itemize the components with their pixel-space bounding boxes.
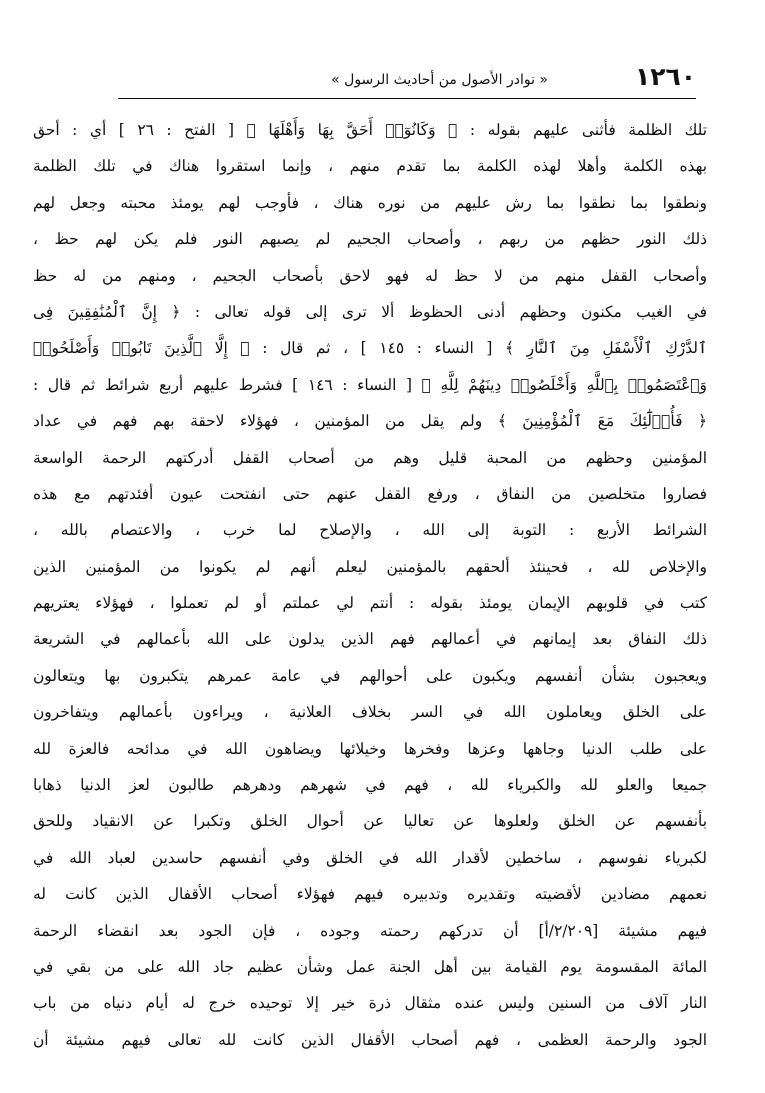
text-line: المؤمنين وحظهم من المحبة قليل وهم من أصحاب القفل أدركتهم الرحمة الواسعة (33, 448, 707, 467)
text-line: على الخلق ويعاملون الله في السر بخلاف العلانية ، ويراءون بأعمالهم ويتفاخرون (33, 703, 707, 722)
text-line: فيهم مشيئة [٢/٢٠٩/أ] أن تدركهم رحمته وجوده ، فإن الجود بعد انقضاء الرحمة (33, 921, 707, 940)
text-line: ويعجبون بشأن أنفسهم ويكبون على أحوالهم في عامة عمرهم يتكبرون بها ويتعالون (33, 666, 707, 685)
text-line: النار آلاف من السنين وليس عنده مثقال ذرة خير إلا توحيده خرج له أيام دنياه من باب (33, 994, 707, 1013)
text-line: على طلب الدنيا وجاهها وعزها وفخرها وخيلائها ويضاهون الله في مدائحه فالعزة لله (33, 739, 707, 758)
text-line: ﴿ فَأُو۟لَٰٓئِكَ مَعَ ٱلْمُؤْمِنِينَ ﴾ ولم يقل من المؤمنين ، فهؤلاء لاحقة بهم فهم في عداد (33, 412, 707, 431)
text-line: الجود والرحمة العظمى ، فهم أصحاب الأقفال الذين كانت لله تعالى فيهم مشيئة أن (33, 1030, 707, 1049)
text-line: ٱلدَّرْكِ ٱلْأَسْفَلِ مِنَ ٱلنَّارِ ﴾ [ النساء : ١٤٥ ] ، ثم قال : ﴿ إِلَّا ٱلَّذِينَ تَابُوا۟ وَأَصْلَحُوا۟ (33, 339, 707, 358)
text-line: فصاروا متخلصين من النفاق ، ورفع القفل عنهم حتى انفتحت عيون أفئدتهم مع هذه (33, 484, 707, 503)
text-line: المائة المقسومة يوم القيامة بين أهل الجنة عمل وشأن عظيم جاد الله على من بقي في (33, 957, 707, 976)
text-line: وأصحاب القفل منهم من لا حظ له فهو لاحق بأصحاب الجحيم ، ومنهم من له حظ (33, 266, 707, 285)
page-header (118, 62, 696, 99)
text-line: ذلك النفاق بعد إيمانهم في أعمالهم فهم الذين يدلون على الله بأعمالهم في الشريعة (33, 630, 707, 649)
text-line: ذلك النور حظهم من ربهم ، وأصحاب الجحيم لم يصبهم النور فلم يكن لهم حظ ، (33, 230, 707, 249)
text-line: لكبرياء نفوسهم ، ساخطين لأقدار الله في الخلق وفي أنفسهم حاسدين لعباد الله في (33, 848, 707, 867)
text-line: الشرائط الأربع : التوبة إلى الله ، والإصلاح لما خرب ، والاعتصام بالله ، (33, 521, 707, 540)
text-line: في الغيب مكنون وحظهم أدنى الحظوظ ألا ترى إلى قوله تعالى : ﴿ إِنَّ ٱلْمُنَٰفِقِينَ فِى (33, 302, 707, 321)
running-title: « نوادر الأصول من أحاديث الرسول » (331, 72, 548, 88)
text-line: بهذه الكلمة وأهلا لهذه الكلمة بما تقدم منهم ، وإنما استقروا هناك في تلك الظلمة (33, 157, 707, 176)
body-text (33, 112, 707, 1058)
text-line: تلك الظلمة فأثنى عليهم بقوله : ﴿ وَكَانُوٓا۟ أَحَقَّ بِهَا وَأَهْلَهَا ﴾ [ الفتح : ٢٦ ] أي : أحق (33, 121, 707, 139)
text-line: بأنفسهم عن الخلق ولعلوها عن تعاليا عن أحوال الخلق وتكبرا عن الانقياد وللحق (33, 812, 707, 831)
text-line: كتب في قلوبهم الإيمان يومئذ بقوله : أنتم لي عملتم أو لم تعملوا ، فهؤلاء يعتريهم (33, 594, 707, 613)
text-line: جميعا والعلو لله والكبرياء لله ، فهم في شهرهم ودهرهم طالبون لعز الدنيا ذهابا (33, 776, 707, 795)
page-number: ١٢٦٠ (634, 62, 696, 91)
text-line: نعمهم مضادين لأقضيته وتقديره وتدبيره فيهم فهؤلاء أصحاب الأقفال الذين كانت له (33, 885, 707, 904)
text-line: والإخلاص لله ، فحينئذ ألحقهم بالمؤمنين ليعلم أنهم لم يكونوا من المؤمنين الذين (33, 557, 707, 576)
text-line: وَٱعْتَصَمُوا۟ بِٱللَّهِ وَأَخْلَصُوا۟ دِينَهُمْ لِلَّهِ ﴾ [ النساء : ١٤٦ ] فشرط عليهم أربع شرائط ثم قال : (33, 375, 707, 394)
text-line: ونطقوا بما نطقوا بما رش عليهم من نوره هناك ، فأوجب لهم يومئذ محبته وجعل لهم (33, 193, 707, 212)
